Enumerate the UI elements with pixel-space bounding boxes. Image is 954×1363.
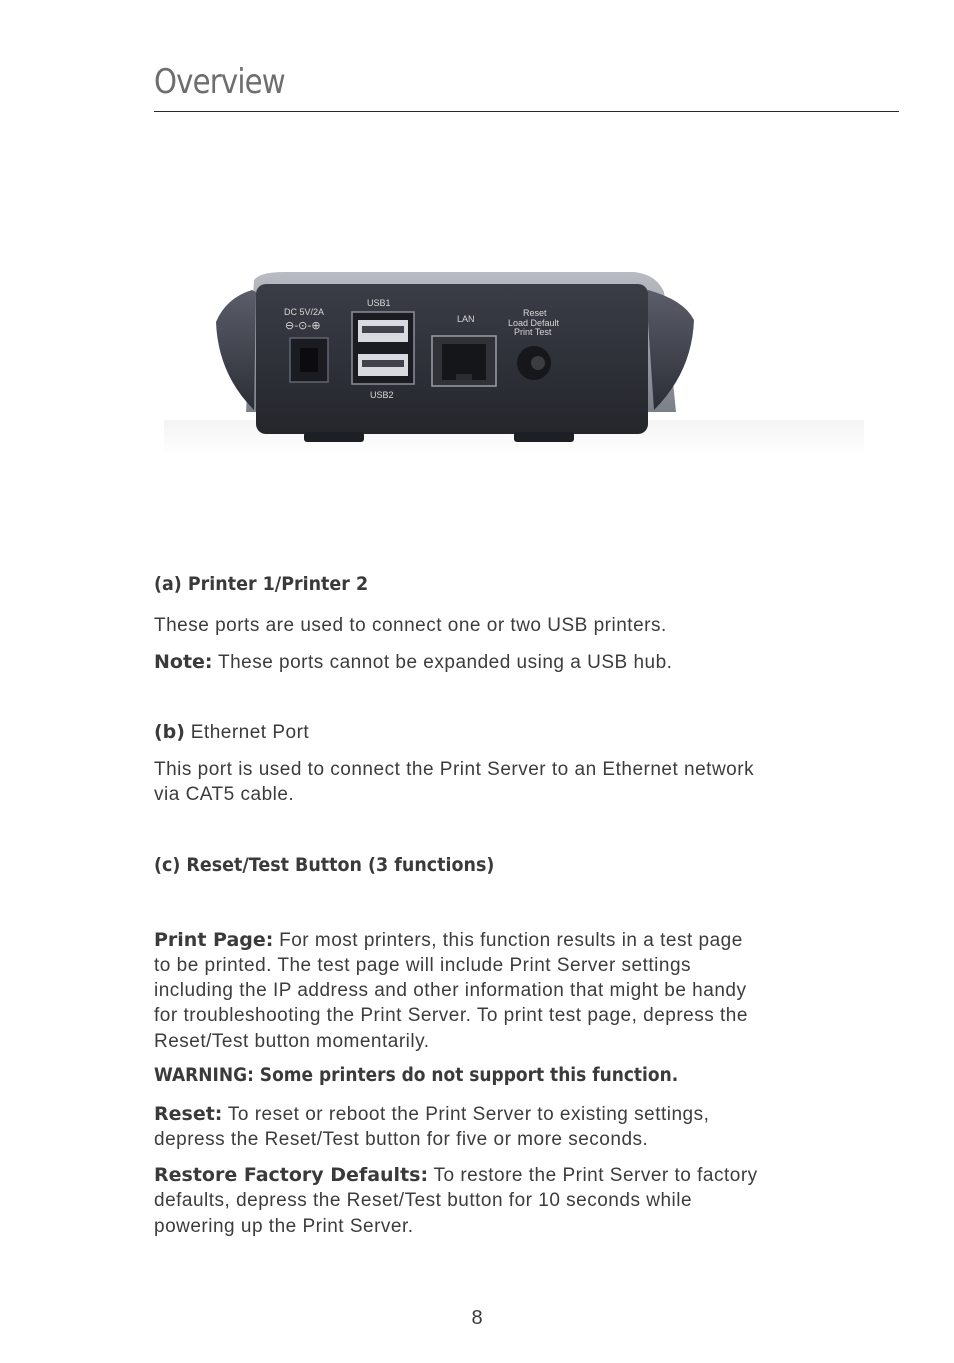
page-number: 8: [471, 1307, 483, 1329]
restore-lead: Restore Factory Defaults:: [154, 1164, 429, 1186]
print-page-line-3: including the IP address and other information that might be handy: [154, 980, 747, 1001]
section-a-note: [154, 650, 854, 676]
load-default-label: Load Default: [508, 318, 560, 328]
reset-line-2: depress the Reset/Test button for five or more seconds.: [154, 1129, 649, 1150]
section-a-heading: (a) Printer 1/Printer 2: [154, 573, 369, 595]
reset-text: To reset or reboot the Print Server to existing settings,: [222, 1104, 710, 1125]
print-page-line-1: [154, 928, 854, 954]
dc-label: DC 5V/2A: [284, 307, 325, 317]
reset-line-1: [154, 1102, 854, 1128]
header-rule: [154, 111, 899, 112]
print-test-label: Print Test: [514, 327, 552, 337]
print-page-lead: Print Page:: [154, 929, 274, 951]
reset-label: Reset: [523, 308, 547, 318]
print-page-line-2: to be printed. The test page will include Print Server settings: [154, 955, 692, 976]
print-page-line-4: for troubleshooting the Print Server. To print test page, depress the: [154, 1005, 748, 1026]
restore-line-2: defaults, depress the Reset/Test button for 10 seconds while: [154, 1190, 693, 1211]
section-b-heading: [154, 721, 854, 744]
usb1-label: USB1: [367, 298, 391, 308]
note-lead: Note:: [154, 651, 213, 673]
note-body: These ports cannot be expanded using a USB hub.: [212, 652, 673, 673]
section-c-heading: (c) Reset/Test Button (3 functions): [154, 854, 495, 876]
print-server-rear-photo: [164, 262, 864, 462]
restore-line-3: powering up the Print Server.: [154, 1216, 414, 1237]
restore-text: To restore the Print Server to factory: [428, 1165, 758, 1186]
restore-line-1: [154, 1163, 854, 1189]
svg-text:⊖-⊙-⊕: ⊖-⊙-⊕: [285, 319, 321, 332]
lan-label: LAN: [457, 314, 475, 324]
section-b-line-1: This port is used to connect the Print Server to an Ethernet network: [154, 759, 755, 780]
usb2-label: USB2: [370, 390, 394, 400]
page-title: Overview: [154, 62, 285, 102]
section-b-title: Ethernet Port: [184, 722, 310, 743]
section-b-lead: (b): [154, 721, 185, 743]
print-page-line-5: Reset/Test button momentarily.: [154, 1031, 430, 1052]
reset-lead: Reset:: [154, 1103, 223, 1125]
section-b-line-2: via CAT5 cable.: [154, 784, 295, 805]
section-a-body: These ports are used to connect one or two USB printers.: [154, 615, 667, 636]
warning-text: WARNING: Some printers do not support this function.: [154, 1065, 679, 1086]
print-page-text: For most printers, this function results in a test page: [273, 930, 743, 951]
